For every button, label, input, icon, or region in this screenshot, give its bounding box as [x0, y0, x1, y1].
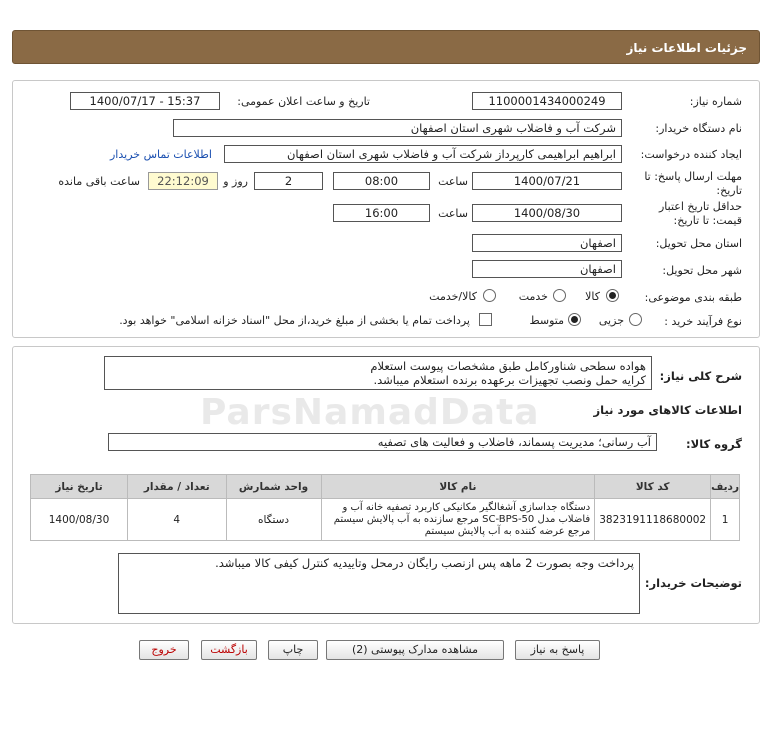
remaining-label: ساعت باقی مانده	[58, 175, 140, 188]
category-label: طبقه بندی موضوعی:	[644, 291, 742, 304]
province-label: استان محل تحویل:	[655, 237, 742, 250]
goods-section-title: اطلاعات کالاهای مورد نیاز	[593, 403, 742, 417]
category-option-service: خدمت	[518, 290, 548, 303]
goods-group-label: گروه کالا:	[686, 437, 742, 451]
buyer-notes-label: توضیحات خریدار:	[644, 576, 742, 590]
deadline-date-field: 1400/07/21	[472, 172, 622, 190]
category-option-goods-service: کالا/خدمت	[429, 290, 477, 303]
cell-name-line-2: فاضلاب مدل SC-BPS-50 مرجع سازنده به آب پالایش سیستم	[333, 513, 591, 525]
deadline-label-2: تاریخ:	[716, 184, 742, 197]
need-number-label: شماره نیاز:	[689, 95, 742, 108]
process-radio-medium[interactable]	[568, 313, 581, 326]
process-option-medium: متوسط	[529, 314, 564, 327]
summary-label: شرح کلی نیاز:	[659, 369, 742, 383]
announce-label: تاریخ و ساعت اعلان عمومی:	[237, 95, 370, 108]
buyer-notes-field	[118, 553, 640, 614]
province-field: اصفهان	[472, 234, 622, 252]
contact-buyer-link[interactable]: اطلاعات تماس خریدار	[110, 148, 212, 161]
requester-field: ابراهیم ابراهیمی کارپرداز شرکت آب و فاضلاب شهری استان اصفهان	[224, 145, 622, 163]
cell-name-line-3: مرجع عرضه کننده به آب پالایش سیستم	[424, 525, 591, 537]
summary-line-1: هواده سطحی شناورکامل طبق مشخصات پیوست استعلام	[370, 359, 646, 373]
summary-field	[104, 356, 652, 390]
validity-label-2: قیمت: تا تاریخ:	[673, 214, 742, 227]
page-title: جزئیات اطلاعات نیاز	[626, 41, 747, 55]
buyer-org-label: نام دستگاه خریدار:	[655, 122, 742, 135]
cell-name-line-1: دستگاه جداسازی آشغالگیر مکانیکی کاربرد تصفیه خانه آب و	[342, 501, 591, 513]
col-unit: واحد شمارش	[226, 475, 321, 499]
table-row	[31, 499, 740, 541]
category-radio-goods-service[interactable]	[483, 289, 496, 302]
treasury-note: پرداخت تمام یا بخشی از مبلغ خرید،از محل "اسناد خزانه اسلامی" خواهد بود.	[119, 314, 470, 327]
cell-date: 1400/08/30	[31, 499, 128, 541]
validity-time-label: ساعت	[438, 207, 468, 220]
process-option-minor: جزیی	[598, 314, 624, 327]
cell-unit: دستگاه	[226, 499, 321, 541]
days-label: روز و	[223, 175, 248, 188]
col-code: کد کالا	[595, 475, 711, 499]
goods-table-header	[31, 475, 740, 499]
deadline-time-field: 08:00	[333, 172, 430, 190]
reply-button[interactable]: پاسخ به نیاز	[515, 640, 600, 660]
days-field: 2	[254, 172, 323, 190]
goods-table	[30, 474, 740, 541]
validity-time-field: 16:00	[333, 204, 430, 222]
print-button[interactable]: چاپ	[268, 640, 318, 660]
attachments-button[interactable]: مشاهده مدارک پیوستی (2)	[326, 640, 504, 660]
exit-button[interactable]: خروج	[139, 640, 189, 660]
cell-qty: 4	[128, 499, 227, 541]
cell-row: 1	[711, 499, 740, 541]
page-header	[12, 30, 760, 64]
remaining-time-field: 22:12:09	[148, 172, 218, 190]
buyer-org-field: شرکت آب و فاضلاب شهری استان اصفهان	[173, 119, 622, 137]
watermark-logo: ParsNamadData	[200, 392, 540, 433]
back-button[interactable]: بازگشت	[201, 640, 257, 660]
category-radio-service[interactable]	[553, 289, 566, 302]
deadline-time-label: ساعت	[438, 175, 468, 188]
need-number-field: 1100001434000249	[472, 92, 622, 110]
col-row: ردیف	[711, 475, 740, 499]
requester-label: ایجاد کننده درخواست:	[640, 148, 742, 161]
col-name: نام کالا	[321, 475, 595, 499]
summary-line-2: کرایه حمل ونصب تجهیزات برعهده برنده استعلام میباشد.	[373, 373, 646, 387]
city-label: شهر محل تحویل:	[662, 264, 742, 277]
validity-label: حداقل تاریخ اعتبار	[658, 200, 742, 213]
deadline-label: مهلت ارسال پاسخ: تا	[644, 170, 742, 183]
cell-name	[321, 499, 595, 541]
goods-group-field: آب رسانی؛ مدیریت پسماند، فاضلاب و فعالیت های تصفیه	[108, 433, 657, 451]
buyer-notes-text: پرداخت وجه بصورت 2 ماهه پس ازنصب رایگان درمحل وتاییدیه کنترل کیفی کالا میباشد.	[215, 556, 634, 570]
city-field: اصفهان	[472, 260, 622, 278]
category-radio-goods[interactable]	[606, 289, 619, 302]
process-radio-minor[interactable]	[629, 313, 642, 326]
treasury-checkbox[interactable]	[479, 313, 492, 326]
validity-date-field: 1400/08/30	[472, 204, 622, 222]
category-option-goods: کالا	[585, 290, 600, 303]
announce-field: 1400/07/17 - 15:37	[70, 92, 220, 110]
col-qty: تعداد / مقدار	[128, 475, 227, 499]
col-date: تاریخ نیاز	[31, 475, 128, 499]
cell-code: 3823191118680002	[595, 499, 711, 541]
process-label: نوع فرآیند خرید :	[664, 315, 742, 328]
